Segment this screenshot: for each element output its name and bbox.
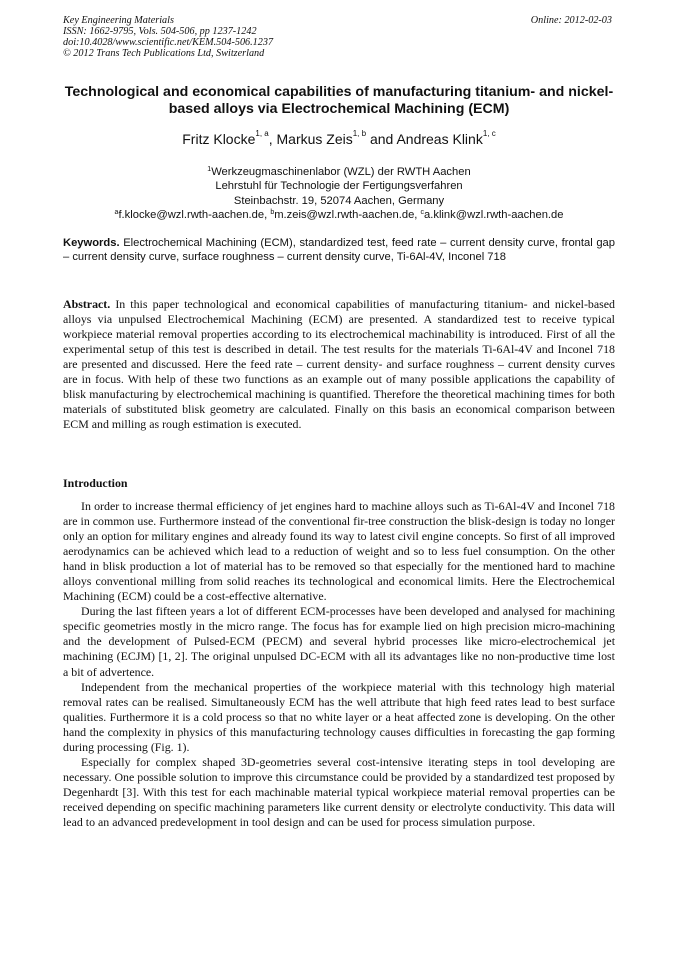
copyright-line: © 2012 Trans Tech Publications Ltd, Switzerland <box>63 48 265 59</box>
body-paragraph: Independent from the mechanical properties of the workpiece material with this technology high material removal rates can be realised. Simultaneously ECM has the well attribute that high feed rates lead to best surface qualities. Furthermore it is a cold process so that no white layer or a heat affected zone is developing. On the other hand the complexity in physics of this manufacturing technology causes difficulties in forecasting the gap forming during processing (Fig. 1). <box>63 679 615 754</box>
author-name: Andreas Klink <box>396 131 483 147</box>
introduction-heading: Introduction <box>63 476 128 490</box>
online-date: Online: 2012-02-03 <box>530 15 612 26</box>
author-affiliation-mark: 1, c <box>482 129 496 138</box>
issn-line: ISSN: 1662-9795, Vols. 504-506, pp 1237-1242 <box>63 26 257 37</box>
paper-title: Technological and economical capabilities of manufacturing titanium- and nickel-based alloys via Electrochemical Machining (ECM) <box>64 84 614 117</box>
affiliation-line <box>63 165 615 179</box>
keywords-text: Electrochemical Machining (ECM), standardized test, feed rate – current density curve, frontal gap – current density curve, surface roughness – current density curve, Ti-6Al-4V, Inconel 718 <box>63 237 615 263</box>
author-affiliation-mark: 1, b <box>352 129 367 138</box>
author-name: Fritz Klocke <box>182 131 256 147</box>
affiliation-line: Lehrstuhl für Technologie der Fertigungsverfahren <box>215 180 463 193</box>
body-paragraph: In order to increase thermal efficiency of jet engines hard to machine alloys such as Ti-6Al-4V and Inconel 718 are in common use. Furthermore instead of the conventional fir-tree construction the blisk-design is today no longer only an option for military engines and already found its way to latest civil engine concepts. So first of all improved aerodynamics can be achieved which lead to a reduction of weight and so to less fuel consumption. On the other hand in blisk production a lot of material has to be removed so that especially for the mentioned hard to machine alloys conventional milling from solid reaches its technological and economical limits. Here the Electrochemical Machining (ECM) could be a cost-effective alternative. <box>63 499 615 604</box>
doi-line: doi:10.4028/www.scientific.net/KEM.504-506.1237 <box>63 37 274 48</box>
email-address: a.klink@wzl.rwth-aachen.de <box>424 208 564 221</box>
keywords-label: Keywords. <box>63 237 120 249</box>
abstract-label: Abstract. <box>63 297 111 311</box>
abstract-section <box>63 297 615 432</box>
author-affiliation-mark: 1, a <box>255 129 269 138</box>
body-paragraph: Especially for complex shaped 3D-geometries several cost-intensive iterating steps in tool developing are necessary. One possible solution to improve this circumstance could be provided by a standardized test proposed by Degenhardt [3]. With this test for each machinable material typical workpiece material removal properties can be received depending on specific machining parameters like current density or electrolyte conductivity. This data will lead to an advanced predevelopment in tool design and can be used for process simulation purpose. <box>63 754 615 829</box>
journal-name: Key Engineering Materials <box>63 15 174 26</box>
author-list <box>63 131 615 147</box>
email-mark: b <box>270 208 275 216</box>
author-separator: and <box>366 131 397 147</box>
email-address: m.zeis@wzl.rwth-aachen.de, <box>274 208 421 221</box>
affiliation-institute: Werkzeugmaschinenlabor (WZL) der RWTH Aachen <box>211 166 471 178</box>
introduction-body <box>63 499 615 830</box>
abstract-text: In this paper technological and economical capabilities of manufacturing titanium- and nickel-based alloys via unpulsed Electrochemical Machining (ECM) are presented. A standardized test to receive typical workpiece material removal properties according to its electrochemical machinability is introduced. First of all the experimental setup of this test is described in detail. The test results for the materials Ti-6Al-4V and Inconel 718 are presented and discussed. Here the feed rate – current density- and surface roughness – current density curves are in focus. With help of these two functions as an example out of many possible applications the capability of blisk manufacturing by electrochemical machining is quantified. Therefore the theoretical machining times for both materials of substituted blisk geometry are calculated. Finally on this basis an economical comparison between ECM and milling as rough estimation is executed. <box>63 297 615 432</box>
body-paragraph: During the last fifteen years a lot of different ECM-processes have been developed and analysed for machining specific geometries mostly in the micro range. The focus has for example lied on high precision micro-machining and the development of Pulsed-ECM (PECM) and several hybrid processes like micro-electrochemical jet machining (ECJM) [1, 2]. The original unpulsed DC-ECM with all its advantages like no non-productive time lost a bit of advertence. <box>63 604 615 679</box>
author-separator: , <box>268 131 277 147</box>
affiliation-number: 1 <box>207 166 212 173</box>
email-mark: c <box>420 208 425 216</box>
journal-header <box>63 15 273 59</box>
email-line <box>63 208 615 222</box>
affiliation-block <box>63 165 615 222</box>
email-address: f.klocke@wzl.rwth-aachen.de, <box>118 208 271 221</box>
keywords-section <box>63 237 615 264</box>
email-mark: a <box>114 208 119 216</box>
author-name: Markus Zeis <box>276 131 353 147</box>
affiliation-address: Steinbachstr. 19, 52074 Aachen, Germany <box>233 194 445 207</box>
